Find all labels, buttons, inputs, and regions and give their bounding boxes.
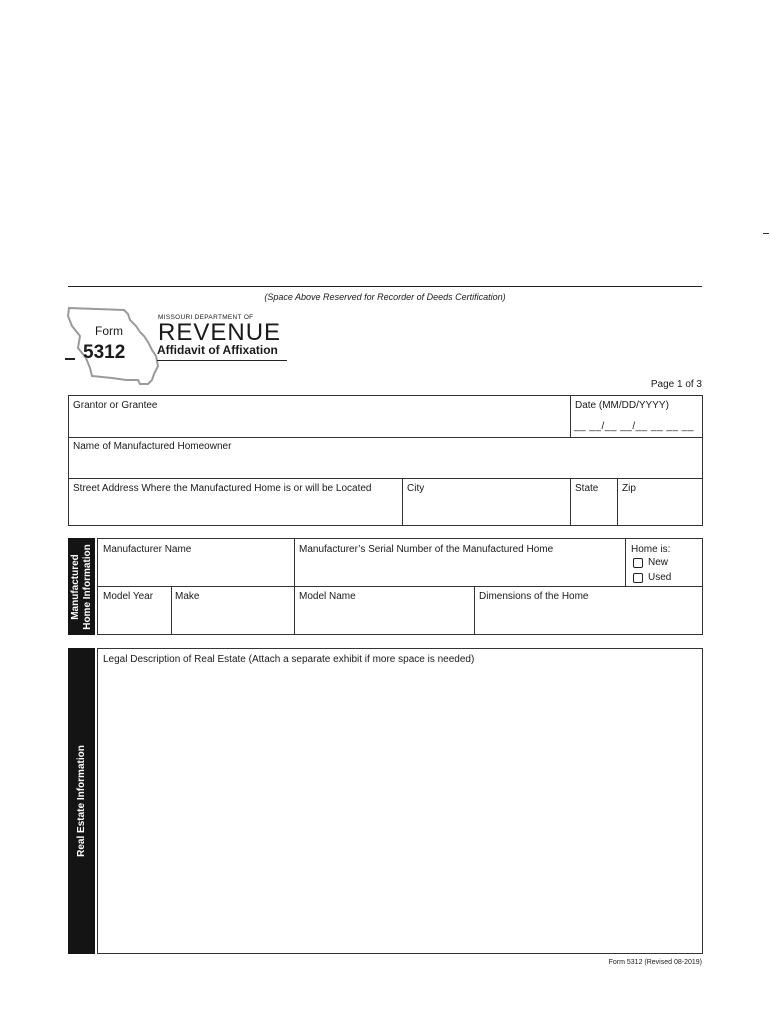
- used-checkbox[interactable]: [633, 573, 643, 583]
- side-label-line-1: Manufactured: [69, 553, 81, 620]
- divider: [570, 478, 571, 526]
- manufacturer-name-label: Manufacturer Name: [103, 544, 192, 555]
- owner-name-label: Name of Manufactured Homeowner: [73, 441, 232, 452]
- street-address-label: Street Address Where the Manufactured Home is or will be Located: [73, 483, 372, 494]
- side-label: Real Estate Information: [75, 745, 87, 857]
- divider: [69, 478, 702, 479]
- page-number: Page 1 of 3: [650, 379, 702, 390]
- city-label: City: [407, 483, 425, 494]
- divider: [402, 478, 403, 526]
- stray-mark: [763, 233, 769, 234]
- divider: [570, 396, 571, 438]
- model-name-label: Model Name: [299, 591, 356, 602]
- new-checkbox[interactable]: [633, 558, 643, 568]
- real-estate-side-bar: [68, 648, 95, 954]
- form-label: Form: [95, 324, 123, 338]
- owner-info-box: [68, 395, 703, 526]
- grantor-label: Grantor or Grantee: [73, 400, 158, 411]
- manufactured-home-box: [97, 538, 703, 635]
- divider: [625, 539, 626, 586]
- side-label-line-2: Home Information: [81, 543, 93, 630]
- side-label: [70, 544, 94, 630]
- dimensions-label: Dimensions of the Home: [479, 591, 589, 602]
- date-label: Date (MM/DD/YYYY): [575, 400, 669, 411]
- divider: [98, 586, 702, 587]
- divider: [617, 478, 618, 526]
- home-is-label: Home is:: [631, 544, 671, 555]
- divider: [474, 586, 475, 634]
- revision-note: Form 5312 (Revised 08-2019): [608, 959, 702, 966]
- form-title: Affidavit of Affixation: [157, 343, 278, 357]
- department-name: MISSOURI DEPARTMENT OF: [158, 314, 254, 321]
- zip-label: Zip: [622, 483, 636, 494]
- reserved-area-rule: [68, 286, 702, 287]
- divider: [69, 437, 702, 438]
- dash-mark: [65, 358, 75, 360]
- make-label: Make: [175, 591, 200, 602]
- form-number: 5312: [83, 342, 126, 363]
- manufactured-home-side-bar: [68, 538, 95, 635]
- state-label: State: [575, 483, 599, 494]
- title-underline: [157, 360, 287, 361]
- legal-description-label: Legal Description of Real Estate (Attach a separate exhibit if more space is needed): [103, 654, 475, 665]
- revenue-logo: REVENUE: [158, 319, 282, 346]
- date-field[interactable]: __ __/__ __/__ __ __ __: [574, 421, 694, 432]
- new-option-label: New: [648, 557, 669, 568]
- real-estate-box: [97, 648, 703, 954]
- used-option-label: Used: [648, 572, 672, 583]
- divider: [171, 586, 172, 634]
- reserved-note: (Space Above Reserved for Recorder of Deeds Certification): [264, 292, 506, 302]
- model-year-label: Model Year: [103, 591, 154, 602]
- serial-number-label: Manufacturer’s Serial Number of the Manufactured Home: [299, 544, 554, 555]
